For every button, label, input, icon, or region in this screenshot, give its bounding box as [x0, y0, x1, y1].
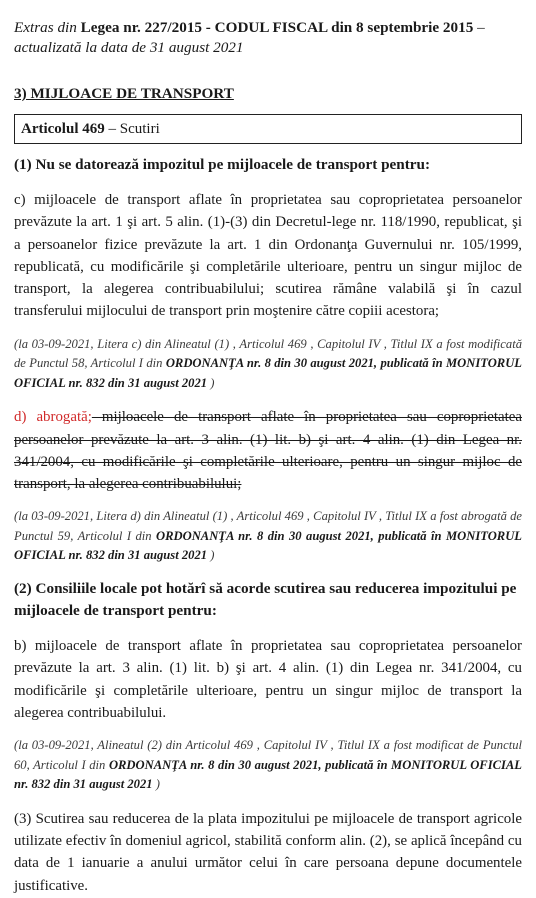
letter-c-text: c) mijloacele de transport aflate în proprietatea sau coproprietatea persoanelor prevăzute la art. 1 şi art. 5 alin. (1)-(3) din Decretul-lege nr. 118/1990, republicat, şi a persoanelor fizice prevăzute la art. 1 din Ordonanţa Guvernului nr. 105/1999, republicată, cu modificările şi completările ulterioare, pentru un singur mijloc de transport, la alegerea contribuabilului; scutirea rămâne valabilă şi în cazul transferului mijlocului de transport prin moştenire către copiii acestora; — [14, 192, 522, 320]
amendment-note-d — [14, 507, 522, 566]
letter-b-text: b) mijloacele de transport aflate în proprietatea sau coproprietatea persoanelor prevăzute la art. 3 alin. (1) lit. b) şi art. 4 alin. (1) din Legea nr. 341/2004, cu modificările şi completările ulterioare, pentru un singur mijloc de transport la alegerea contribuabilului. — [14, 637, 522, 721]
note-d-text: (la 03-09-2021, Litera d) din Alineatul (1) , Articolul 469 , Capitolul IV , Titlul IX a fost abrogată de Punctul 59, Articolul I din — [14, 509, 522, 543]
paragraph-2-heading: (2) Consiliile locale pot hotărî să acorde scutirea sau reducerea impozitului pe mijloacele de transport pentru: — [14, 579, 517, 619]
amendment-note-b — [14, 736, 522, 795]
note-c-end: ) — [207, 375, 215, 390]
article-box — [14, 114, 522, 144]
note-d-ordinance-link[interactable]: ORDONANŢA nr. 8 din 30 august 2021, publicată în MONITORUL OFICIAL nr. 832 din 31 august 2021 — [14, 528, 522, 563]
repealed-label: d) abrogată; — [14, 409, 92, 426]
note-d-end: ) — [207, 548, 215, 563]
header-prefix: Extras din — [14, 19, 81, 36]
update-date: actualizată la data de 31 august 2021 — [14, 39, 244, 56]
note-c-text: (la 03-09-2021, Litera c) din Alineatul (1) , Articolul 469 , Capitolul IV , Titlul IX a fost modificată de Punctul 58, Articolul I din — [14, 336, 522, 371]
letter-d-text — [14, 406, 522, 495]
note-b-text: (la 03-09-2021, Alineatul (2) din Articolul 469 , Capitolul IV , Titlul IX a fost modificat de Punctul 60, Articolul I din — [14, 738, 522, 772]
paragraph-1-heading: (1) Nu se datorează impozitul pe mijloacele de transport pentru: — [14, 156, 431, 173]
law-title: Legea nr. 227/2015 - CODUL FISCAL din 8 septembrie 2015 — [80, 19, 474, 36]
article-label: Articolul 469 — [21, 121, 105, 137]
article-separator: – — [104, 121, 120, 137]
section-title: 3) MIJLOACE DE TRANSPORT — [14, 85, 234, 102]
repealed-text: mijloacele de transport aflate în proprietatea sau coproprietatea persoanelor prevăzute la art. 3 alin. (1) lit. b) şi art. 4 alin. (1) din Legea nr. 341/2004, cu modificările şi completările ulterioare, pentru un singur mijloc de transport, la alegerea contribuabilului; — [14, 409, 522, 493]
article-name: Scutiri — [119, 121, 160, 137]
note-b-end: ) — [152, 777, 160, 792]
amendment-note-c — [14, 335, 522, 394]
document-header — [14, 18, 522, 58]
paragraph-3-text: (3) Scutirea sau reducerea de la plata impozitului pe mijloacele de transport agricole utilizate efectiv în domeniul agricol, stabilită conform alin. (2), se aplică începând cu data de 1 ianuarie a anului următor celui în care persoana depune documentele justificative. — [14, 810, 522, 894]
note-b-ordinance-link[interactable]: ORDONANŢA nr. 8 din 30 august 2021, publicată în MONITORUL OFICIAL nr. 832 din 31 august 2021 — [14, 757, 523, 792]
header-dash: – — [473, 19, 485, 36]
note-c-ordinance-link[interactable]: ORDONANŢA nr. 8 din 30 august 2021, publicată în MONITORUL OFICIAL nr. 832 din 31 august 2021 — [14, 356, 522, 390]
